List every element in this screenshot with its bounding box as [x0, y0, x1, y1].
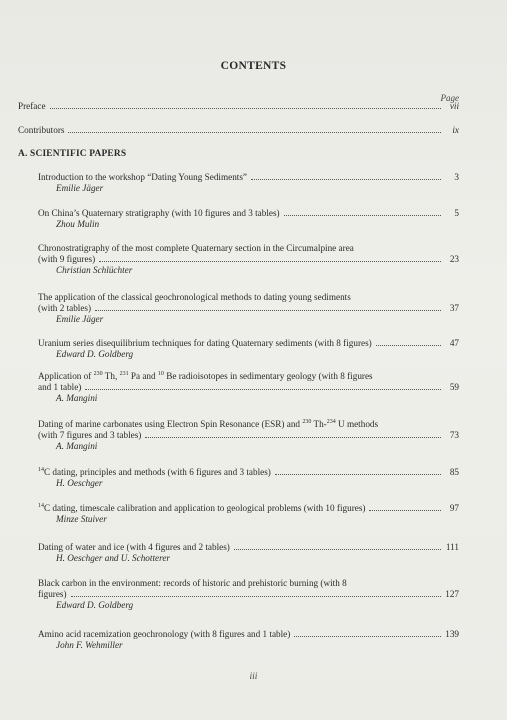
- toc-entry-title: Contributors: [18, 125, 65, 135]
- toc-author: Emilie Jäger: [56, 314, 104, 324]
- toc-entry-title: Introduction to the workshop “Dating Young Sediments”: [38, 172, 247, 182]
- toc-entry-title: Uranium series disequilibrium techniques for dating Quaternary sediments (with 8 figures): [38, 338, 372, 348]
- isotope-superscript: 14: [38, 503, 44, 509]
- toc-entry: [18, 419, 459, 452]
- toc-entry-title: [38, 467, 271, 478]
- toc-author: Zhou Mulin: [56, 219, 100, 229]
- page-column-label: Page: [440, 93, 459, 103]
- toc-entry-contributors: [18, 125, 459, 136]
- title-part: Pa and: [128, 371, 158, 381]
- toc-entry-title-cont: (with 9 figures): [38, 254, 96, 264]
- toc-page-number: 23: [449, 254, 459, 264]
- toc-author: Edward D. Goldberg: [56, 600, 134, 610]
- dot-leader: [369, 509, 441, 511]
- toc-page-number: 47: [449, 338, 459, 348]
- toc-entry-title-cont: (with 2 tables): [38, 303, 92, 313]
- title-part: U methods: [335, 419, 379, 429]
- isotope-superscript: 10: [157, 371, 164, 377]
- toc-author: A. Mangini: [56, 441, 98, 451]
- toc-entry: [18, 578, 459, 611]
- toc-page-number: 85: [449, 467, 459, 477]
- toc-entry-title: Preface: [18, 101, 46, 111]
- toc-entry: [18, 542, 459, 564]
- title-part: Application of: [38, 371, 94, 381]
- dot-leader: [251, 178, 441, 180]
- title-part: Th-: [311, 419, 327, 429]
- isotope-superscript: 230: [93, 371, 103, 377]
- toc-page-number: 127: [445, 589, 459, 599]
- page-number-footer: iii: [249, 672, 258, 682]
- isotope-superscript: 231: [119, 371, 129, 377]
- toc-page-number: 37: [449, 303, 459, 313]
- dot-leader: [234, 548, 441, 550]
- toc-page-number: 5: [454, 208, 459, 218]
- dot-leader: [275, 473, 441, 475]
- isotope-superscript: 230: [302, 419, 312, 425]
- dot-leader: [99, 260, 441, 262]
- toc-entry-title-cont: (with 7 figures and 3 tables): [38, 430, 142, 440]
- dot-leader: [145, 436, 441, 438]
- dot-leader: [85, 388, 441, 390]
- dot-leader: [68, 131, 441, 133]
- dot-leader: [95, 309, 441, 311]
- toc-entry-title: Black carbon in the environment: records of historic and prehistoric burning (with 8: [38, 578, 347, 588]
- dot-leader: [376, 344, 441, 346]
- title-part: C dating, principles and methods (with 6 figures and 3 tables): [44, 467, 271, 477]
- toc-author: A. Mangini: [56, 393, 98, 403]
- title-part: Dating of marine carbonates using Electron Spin Resonance (ESR) and: [38, 419, 303, 429]
- toc-page-number: 73: [449, 430, 459, 440]
- toc-entry-title: Dating of water and ice (with 4 figures and 2 tables): [38, 542, 230, 552]
- toc-page-number: 3: [454, 172, 459, 182]
- toc-entry-title: [38, 419, 459, 430]
- toc-author: Christian Schlüchter: [56, 265, 133, 275]
- dot-leader: [284, 214, 441, 216]
- toc-author: Emilie Jäger: [56, 183, 104, 193]
- toc-entry: [18, 503, 459, 525]
- toc-entry: [18, 243, 459, 276]
- toc-entry-preface: [18, 101, 459, 112]
- title-part: C dating, timescale calibration and application to geological problems (with 10 figures): [44, 503, 366, 513]
- toc-page-number: 59: [449, 382, 459, 392]
- toc-entry-title-cont: and 1 table): [38, 382, 82, 392]
- toc-entry-title-cont: figures): [38, 589, 67, 599]
- toc-author: John F. Wehmiller: [56, 640, 123, 650]
- toc-entry: [18, 467, 459, 489]
- toc-entry: [18, 371, 459, 404]
- dot-leader: [71, 595, 441, 597]
- toc-page-number: 111: [445, 542, 459, 552]
- isotope-superscript: 234: [326, 419, 336, 425]
- toc-page-number: 139: [445, 629, 459, 639]
- title-part: Th,: [102, 371, 120, 381]
- toc-entry-title: Chronostratigraphy of the most complete Quaternary section in the Circumalpine area: [38, 243, 354, 253]
- toc-author: Edward D. Goldberg: [56, 349, 134, 359]
- toc-page-number: vii: [449, 101, 459, 111]
- toc-entry-title: Amino acid racemization geochronology (with 8 figures and 1 table): [38, 629, 291, 639]
- toc-entry: [18, 172, 459, 194]
- dot-leader: [294, 635, 441, 637]
- toc-entry: [18, 208, 459, 230]
- section-heading: A. SCIENTIFIC PAPERS: [18, 149, 127, 159]
- toc-entry: [18, 338, 459, 360]
- toc-entry-title: [38, 503, 365, 514]
- toc-entry: [18, 629, 459, 651]
- isotope-superscript: 14: [38, 467, 44, 473]
- toc-author: Minze Stuiver: [56, 514, 107, 524]
- toc-entry-title: [38, 371, 459, 382]
- toc-page-number: ix: [452, 125, 459, 135]
- title-part: Be radioisotopes in sedimentary geology (with 8 figures: [163, 371, 373, 381]
- toc-entry-title: On China’s Quaternary stratigraphy (with 10 figures and 3 tables): [38, 208, 280, 218]
- toc-author: H. Oeschger and U. Schotterer: [56, 553, 170, 563]
- toc-entry: [18, 292, 459, 325]
- toc-entry-title: The application of the classical geochronological methods to dating young sediments: [38, 292, 351, 302]
- toc-author: H. Oeschger: [56, 478, 103, 488]
- toc-page-number: 97: [449, 503, 459, 513]
- dot-leader: [50, 107, 441, 109]
- page-title: CONTENTS: [220, 60, 287, 72]
